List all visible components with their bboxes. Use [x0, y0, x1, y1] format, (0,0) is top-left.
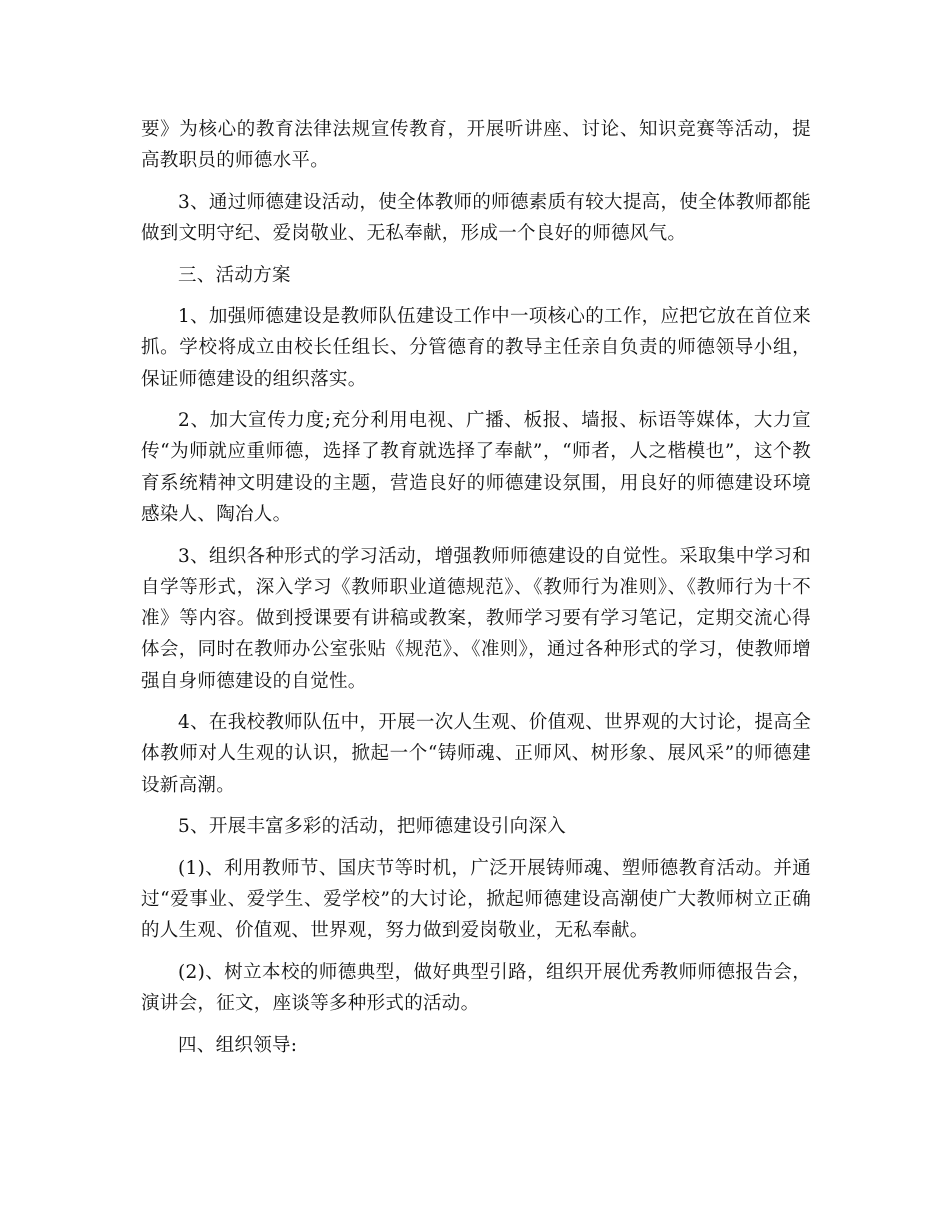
- document-paragraph: 要》为核心的教育法律法规宣传教育，开展听讲座、讨论、知识竞赛等活动，提高教职员的师德水平。: [141, 119, 811, 172]
- document-paragraph: 四、组织领导:: [178, 1034, 298, 1056]
- document-paragraph: 2、加大宣传力度;充分利用电视、广播、板报、墙报、标语等媒体，大力宣传“为师就应重师德，选择了教育就选择了奉献”，“师者，人之楷模也”，这个教育系统精神文明建设的主题，营造良好的师德建设氛围，用良好的师德建设环境感染人、陶冶人。: [141, 410, 811, 526]
- document-paragraph: 3、通过师德建设活动，使全体教师的师德素质有较大提高，使全体教师都能做到文明守纪、爱岗敬业、无私奉献，形成一个良好的师德风气。: [141, 191, 811, 245]
- document-paragraph: 1、加强师德建设是教师队伍建设工作中一项核心的工作，应把它放在首位来抓。学校将成立由校长任组长、分管德育的教导主任亲自负责的师德领导小组，保证师德建设的组织落实。: [141, 306, 811, 390]
- document-paragraph: 4、在我校教师队伍中，开展一次人生观、价值观、世界观的大讨论，提高全体教师对人生观的认识，掀起一个“铸师魂、正师风、树形象、展风采”的师德建设新高潮。: [141, 712, 811, 796]
- document-paragraph: 3、组织各种形式的学习活动，增强教师师德建设的自觉性。采取集中学习和自学等形式，深入学习《教师职业道德规范》、《教师行为准则》、《教师行为十不准》等内容。做到授课要有讲稿或教案，教师学习要有学习笔记，定期交流心得体会，同时在教师办公室张贴《规范》、《准则》，通过各种形式的学习，使教师增强自身师德建设的自觉性。: [141, 545, 811, 692]
- document-body: [141, 114, 811, 1071]
- document-paragraph: 三、活动方案: [178, 264, 291, 286]
- document-paragraph: (1)、利用教师节、国庆节等时机，广泛开展铸师魂、塑师德教育活动。并通过“爱事业、爱学生、爱学校”的大讨论，掀起师德建设高潮使广大教师树立正确的人生观、价值观、世界观，努力做到爱岗敬业，无私奉献。: [141, 857, 811, 942]
- document-paragraph: 5、开展丰富多彩的活动，把师德建设引向深入: [178, 816, 567, 838]
- document-paragraph: (2)、树立本校的师德典型，做好典型引路，组织开展优秀教师师德报告会，演讲会，征文，座谈等多种形式的活动。: [141, 961, 811, 1015]
